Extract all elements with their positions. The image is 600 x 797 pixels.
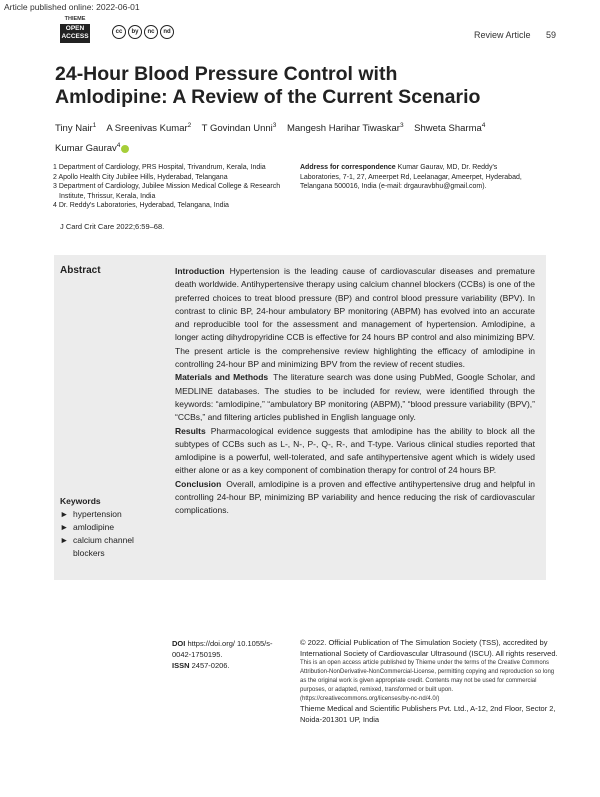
access-label: ACCESS bbox=[61, 33, 89, 40]
section-text: Hypertension is the leading cause of cardiovascular diseases and premature death worldwide. Antihypertensive therapy using calcium channel blockers (CCBs) is one of the preferred choices to treat blood pressure (BP) and control blood pressure variability (BPV). In contrast to clinic BP, 24-hour ambulatory BP monitoring (ABPM) has evolved into an accurate and reproducible tool for the assessment and management of hypertension. Amlodipine, a longer acting dihydropyridine CCB is effective for 24 hours BP control and also minimizing BPV. The present article is the comprehensive review highlighting the efficacy of amlodipine in controlling 24-hour BP and minimizing BPV from the review of recent studies. bbox=[175, 266, 535, 370]
orcid-icon[interactable] bbox=[121, 145, 129, 153]
issn-label: ISSN bbox=[172, 661, 190, 670]
affiliation: 3 Department of Cardiology, Jubilee Mission Medical College & Research Institute, Thrissur, Kerala, India bbox=[53, 183, 281, 200]
author[interactable]: Mangesh Harihar Tiwaskar$^3$ bbox=[286, 122, 404, 135]
title-line-1: 24-Hour Blood Pressure Control with bbox=[55, 63, 398, 85]
bullet-arrow-icon: ► bbox=[60, 522, 69, 532]
creative-commons-badge[interactable] bbox=[112, 25, 174, 39]
keywords-label: Keywords bbox=[60, 496, 101, 506]
abstract-section bbox=[175, 478, 535, 518]
keyword-item[interactable]: ► calcium channel blockers bbox=[60, 535, 134, 558]
abstract-label: Abstract bbox=[60, 265, 101, 276]
keywords-list bbox=[60, 508, 160, 560]
open-label: OPEN bbox=[65, 25, 85, 32]
abstract-body bbox=[175, 265, 535, 518]
license-text: This is an open access article published by Thieme under the terms of the Creative Commons Attribution-NonDerivative-NonCommercial-License, permitting copying and reproduction so long as the original work is given appropriate credit. Contents may not be used for commercial purposes, or adapted, remixed, transformed or built upon. (https://creativecommons.org/licenses/by-nc-nd/4.0/) bbox=[300, 660, 555, 702]
correspondence-text: Kumar Gaurav, MD, Dr. Reddy's Laboratories, 7-1, 27, Ameerpet Rd, Leelanagar, Ameerpet, Hyderabad, Telangana 500016, India (e-mail: drgauravbhu@gmail.com). bbox=[300, 164, 522, 190]
thieme-logo-text: THIEME bbox=[64, 16, 86, 22]
open-access-logo[interactable] bbox=[60, 24, 90, 43]
section-heading: Materials and Methods bbox=[175, 372, 269, 383]
article-type: Review Article bbox=[474, 30, 531, 40]
issn-value: 2457-0206. bbox=[191, 661, 230, 670]
section-heading: Results bbox=[175, 425, 206, 436]
author[interactable]: A Sreenivas Kumar$^2$ bbox=[106, 122, 192, 135]
abstract-section bbox=[175, 425, 535, 478]
doi-block bbox=[172, 638, 277, 671]
copyright-text: © 2022. Official Publication of The Simulation Society (TSS), accredited by International Society of Cardiovascular Ultrasound (ISCU). All rights reserved. bbox=[300, 638, 558, 658]
section-text: Pharmacological evidence suggests that amlodipine has the ability to block all the subtypes of CCBs such as L-, N-, P-, Q-, R-, and T-type. Various clinical studies reported that amlodipine is a powerful, well-tolerated, and safe antihypertensive agent which is widely used either alone or as a key component of combination therapy for control of 24 hours BP. bbox=[175, 425, 535, 476]
affiliation: 1 Department of Cardiology, PRS Hospital, Trivandrum, Kerala, India bbox=[53, 164, 266, 171]
author[interactable]: Kumar Gaurav$^4$ bbox=[55, 142, 121, 155]
copyright-block bbox=[300, 638, 558, 725]
published-date-line: Article published online: 2022-06-01 bbox=[4, 2, 140, 12]
cc-icon: cc bbox=[112, 25, 126, 39]
doi-link[interactable]: https://doi.org/ 10.1055/s-0042-1750195. bbox=[172, 639, 273, 659]
keyword-item[interactable]: ► hypertension bbox=[60, 509, 122, 519]
page-number: 59 bbox=[546, 30, 557, 40]
author[interactable]: T Govindan Unni$^3$ bbox=[201, 122, 277, 135]
journal-citation: J Card Crit Care 2022;6:59–68. bbox=[60, 222, 165, 231]
affiliation: 4 Dr. Reddy's Laboratories, Hyderabad, Telangana, India bbox=[53, 202, 229, 209]
correspondence-label: Address for correspondence bbox=[300, 164, 396, 171]
nd-icon: nd bbox=[160, 25, 174, 39]
article-title bbox=[55, 63, 525, 109]
section-text: The literature search was done using PubMed, Google Scholar, and MEDLINE databases. The studies to be included for review, were identified through the keywords: “amlodipine,” “ambulatory BP monitoring (ABPM),” “blood pressure variability (BPV),” “CCBs,” and filtering articles published in English language only. bbox=[175, 372, 535, 423]
doi-label: DOI bbox=[172, 639, 186, 648]
nc-icon: nc bbox=[144, 25, 158, 39]
bullet-arrow-icon: ► bbox=[60, 509, 69, 519]
author-list bbox=[55, 117, 555, 157]
author[interactable]: Tiny Nair$^1$ bbox=[55, 122, 97, 135]
by-icon: by bbox=[128, 25, 142, 39]
section-heading: Conclusion bbox=[175, 478, 222, 489]
correspondence bbox=[300, 163, 530, 192]
section-heading: Introduction bbox=[175, 266, 225, 276]
publisher-text: Thieme Medical and Scientific Publishers Pvt. Ltd., A-12, 2nd Floor, Sector 2, Noida-201301 UP, India bbox=[300, 704, 556, 724]
abstract-section bbox=[175, 371, 535, 424]
abstract-section bbox=[175, 265, 535, 371]
affiliations bbox=[53, 163, 293, 211]
affiliation: 2 Apollo Health City Jubilee Hills, Hyderabad, Telangana bbox=[53, 173, 228, 181]
section-text: Overall, amlodipine is a proven and effective antihypertensive drug and helpful in controlling 24-hour BP, minimizing BP variability and hence reducing the risk of cardiovascular complications. bbox=[175, 478, 535, 516]
author[interactable]: Shweta Sharma$^4$ bbox=[414, 122, 486, 135]
title-line-2: Amlodipine: A Review of the Current Scenario bbox=[55, 86, 481, 108]
keyword-item[interactable]: ► amlodipine bbox=[60, 522, 115, 532]
bullet-arrow-icon: ► bbox=[60, 535, 69, 545]
